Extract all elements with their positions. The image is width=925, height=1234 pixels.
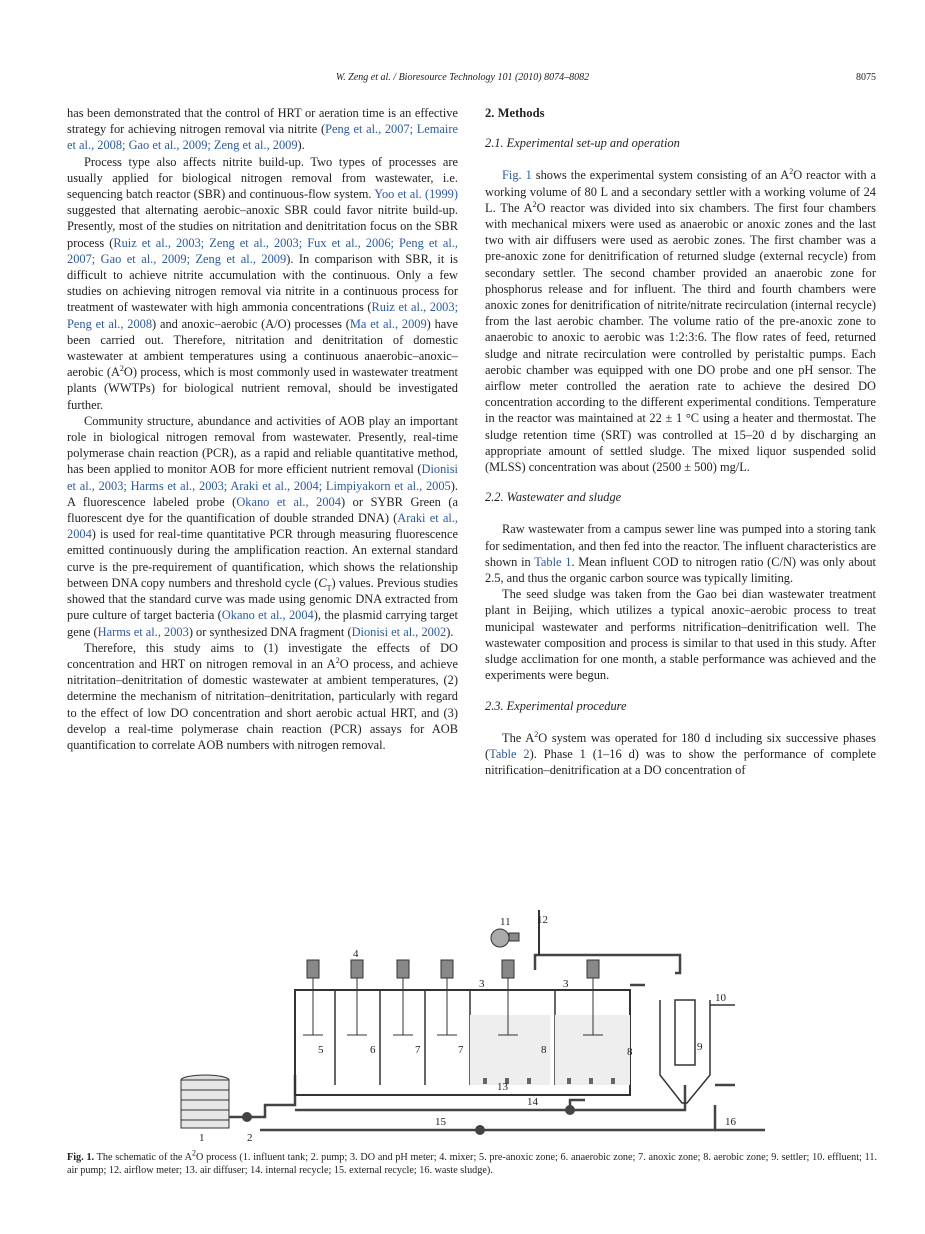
section-heading: 2. Methods — [485, 106, 545, 120]
fig-label-9: 9 — [697, 1041, 703, 1053]
fig-label-8: 8 — [627, 1046, 633, 1058]
paragraph: Fig. 1 shows the experimental system consisting of an $A^2O$ reactor with a working volume of 80 L and a secondary settler with a working volume of 24 L. The $A^2O$ reactor was divided into six chambers. The first four chambers with mechanical mixers were used as anaerobic or anoxic zones and the last two with air diffusers were used as aerobic zones. The first chamber was a pre-anoxic zone for denitrification of returned sludge (external recycle) from secondary settler. The second chamber provided an anaerobic zone for phosphorus release and for influent. The third and fourth chambers were anoxic zones for denitrification of nitrite/nitrate recirculation (internal recycle) from the last aerobic chamber. The volume ratio of the pre-anoxic zone to anaerobic to anoxic to aerobic was 1:2:3:6. The flow rates of feed, returned sludge and nitrate recirculation were controlled by peristaltic pumps. Each aerobic chamber was equipped with one DO probe and one pH sensor. The airflow meter controlled the aeration rate to achieve the desired DO concentration according to the different experimental conditions. Temperature in the reactor was maintained at 22 ± 1 °C using a heater and thermostat. The sludge retention time (SRT) was controlled at 15–20 d by discharging an appropriate amount of settled sludge. The mixed liquor suspended solid (MLSS) concentration was about (2500 ± 500) mg/L. — [485, 167, 877, 475]
paragraph: Community structure, abundance and activities of AOB play an important role in biological nitrogen removal from wastewater. Presently, real-time polymerase chain reaction (PCR), as a rapid and reliable quantitative method, has been applied to monitor AOB for more efficient nutrient removal (Dionisi et al., 2003; Harms et al., 2003; Araki et al., 2004; Limpiyakorn et al., 2005). A fluorescence labeled probe (Okano et al., 2004) or SYBR Green (a fluorescent dye for the quantification of double stranded DNA) (Araki et al., 2004) is used for real-time quantitative PCR through measuring fluorescence emitted continuously during the amplification reaction. An external standard curve is the pre-requirement of quantification, which shows the relationship between DNA copy numbers and threshold cycle $(C_T)$ values. Previous studies showed that the standard curve was made using genomic DNA extracted from pure culture of target bacteria (Okano et al., 2004), the plasmid carrying target gene (Harms et al., 2003) or synthesized DNA fragment (Dionisi et al., 2002). — [67, 413, 459, 639]
fig-label-4: 4 — [353, 948, 359, 960]
fig-label-12: 12 — [537, 914, 548, 926]
citation-link[interactable]: Okano et al., 2004 — [236, 494, 341, 509]
running-header — [0, 72, 925, 88]
citation-link[interactable]: Ruiz et al., 2003; Peng et al., 2008 — [67, 300, 459, 331]
fig-label-2: 2 — [247, 1132, 253, 1143]
citation-link[interactable]: Yoo et al. (1999) — [374, 187, 459, 202]
fig-label-3: 3 — [479, 978, 485, 990]
fig-label-6: 6 — [370, 1044, 376, 1056]
fig-label-15: 15 — [435, 1116, 446, 1128]
paragraph: The seed sludge was taken from the Gao bei dian wastewater treatment plant in Beijing, which utilizes a typical anoxic–aerobic process to treat municipal wastewater and performs nitrification–denitrification well. The wastewater composition and process is similar to that used in this study. After sludge acclimation for one month, a stable performance was achieved and the experiments were begun. — [485, 587, 876, 683]
process-schematic — [175, 905, 765, 1143]
a2o-reactor — [295, 990, 630, 1095]
paragraph: Process type also affects nitrite build-up. Two types of processes are usually applied for biological nitrogen removal from wastewater, i.e. sequencing batch reactor (SBR) and continuous-flow system. Yoo et al. (1999) suggested that alternating aerobic–anoxic SBR could favor nitrite build-up. Presently, most of the studies on nitritation and denitritation focus on the SBR process (Ruiz et al., 2003; Zeng et al., 2003; Fux et al., 2006; Peng et al., 2007; Gao et al., 2009; Zeng et al., 2009). In comparison with SBR, it is difficult to achieve nitrite accumulation with the continuous. Only a few studies on achieving nitrogen removal via nitrite in a continuous process for treatment of wastewater with high ammonia concentrations (Ruiz et al., 2003; Peng et al., 2008) and anoxic–aerobic (A/O) processes (Ma et al., 2009) have been carried out. Therefore, nitritation and denitritation of domestic wastewater at ambient temperatures using a continuous anaerobic–anoxic–aerobic $(A^2O)$ process, which is most commonly used in wastewater treatment plants (WWTPs) for biological nutrient removal, should be investigated further. — [67, 154, 459, 412]
fig-label-16: 16 — [725, 1116, 736, 1128]
caption-label: Fig. 1. — [67, 1152, 95, 1163]
paragraph: Raw wastewater from a campus sewer line was pumped into a storing tank for sedimentation, and then fed into the reactor. The influent characteristics are shown in Table 1. Mean influent COD to nitrogen ratio (C/N) was only about 2.5, and thus the organic carbon source was typically limiting. — [485, 522, 877, 586]
subsection-heading: 2.3. Experimental procedure — [485, 698, 627, 713]
citation-link[interactable]: Ruiz et al., 2003; Zeng et al., 2003; Fux et al., 2006; Peng et al., 2007; Gao et al., 2009; Zeng et al., 2009 — [67, 235, 458, 266]
fig-label-11: 11 — [500, 916, 511, 928]
air-pump — [491, 910, 539, 955]
figure-link[interactable]: Fig. 1 — [502, 168, 532, 183]
citation-link[interactable]: Okano et al., 2004 — [221, 608, 314, 623]
citation-link[interactable]: Araki et al., 2004 — [67, 511, 458, 542]
fig-label-3: 3 — [563, 978, 569, 990]
right-column — [485, 105, 876, 778]
fig-label-13: 13 — [497, 1081, 508, 1093]
subsection-heading: 2.1. Experimental set-up and operation — [485, 136, 680, 151]
paragraph: Therefore, this study aims to (1) investigate the effects of DO concentration and HRT on nitrogen removal in an $A^2O$ process, and achieve nitritation–denitritation of domestic wastewater at ambient temperatures, (2) determine the mechanism of nitritation–denitritation, particularly with regard to the effect of low DO concentration and short aerobic actual HRT, and (3) develop a real-time polymerase chain reaction (PCR) assays for AOB quantification to correlate AOB numbers with nitrogen removal. — [67, 640, 458, 752]
figure-labels — [199, 914, 737, 1143]
table-link[interactable]: Table 2 — [489, 746, 530, 761]
paragraph: has been demonstrated that the control of HRT or aeration time is an effective strategy for achieving nitrogen removal via nitrite (Peng et al., 2007; Lemaire et al., 2008; Gao et al., 2009; Zeng et al., 2009). — [67, 106, 459, 153]
citation-link[interactable]: Harms et al., 2003 — [97, 624, 189, 639]
citation-link[interactable]: Dionisi et al., 2002 — [351, 624, 447, 639]
left-column — [67, 105, 458, 753]
fig-label-8: 8 — [541, 1044, 547, 1056]
fig-label-5: 5 — [318, 1044, 324, 1056]
fig-label-14: 14 — [527, 1096, 538, 1108]
influent-tank — [181, 1075, 229, 1128]
fig-label-10: 10 — [715, 992, 726, 1004]
running-title: W. Zeng et al. / Bioresource Technology 101 (2010) 8074–8082 — [335, 72, 590, 83]
paragraph: The $A^2O$ system was operated for 180 d including six successive phases (Table 2). Phase 1 (1–16 d) was to show the performance of complete nitrification–denitrification at a DO concentration of — [485, 729, 877, 778]
subsection-heading: 2.2. Wastewater and sludge — [485, 490, 622, 505]
citation-link[interactable]: Peng et al., 2007; Lemaire et al., 2008; Gao et al., 2009; Zeng et al., 2009 — [67, 122, 459, 153]
process-schematic-figure — [175, 905, 765, 1143]
citation-link[interactable]: Ma et al., 2009 — [349, 316, 427, 331]
page-number: 8075 — [856, 72, 876, 83]
citation-link[interactable]: Dionisi et al., 2003; Harms et al., 2003; Araki et al., 2004; Limpiyakorn et al., 2005 — [67, 462, 458, 493]
fig-label-1: 1 — [199, 1132, 205, 1143]
figure-caption: Fig. 1. The schematic of the $A^2O$ process (1. influent tank; 2. pump; 3. DO and pH meter; 4. mixer; 5. pre-anoxic zone; 6. anaerobic zone; 7. anoxic zone; 8. aerobic zone; 9. settler; 10. effluent; 11. air pump; 12. airflow meter; 13. air diffuser; 14. internal recycle; 15. external recycle; 16. waste sludge). — [67, 1148, 877, 1177]
table-link[interactable]: Table 1 — [534, 554, 572, 569]
fig-label-7: 7 — [415, 1044, 421, 1056]
fig-label-7: 7 — [458, 1044, 464, 1056]
